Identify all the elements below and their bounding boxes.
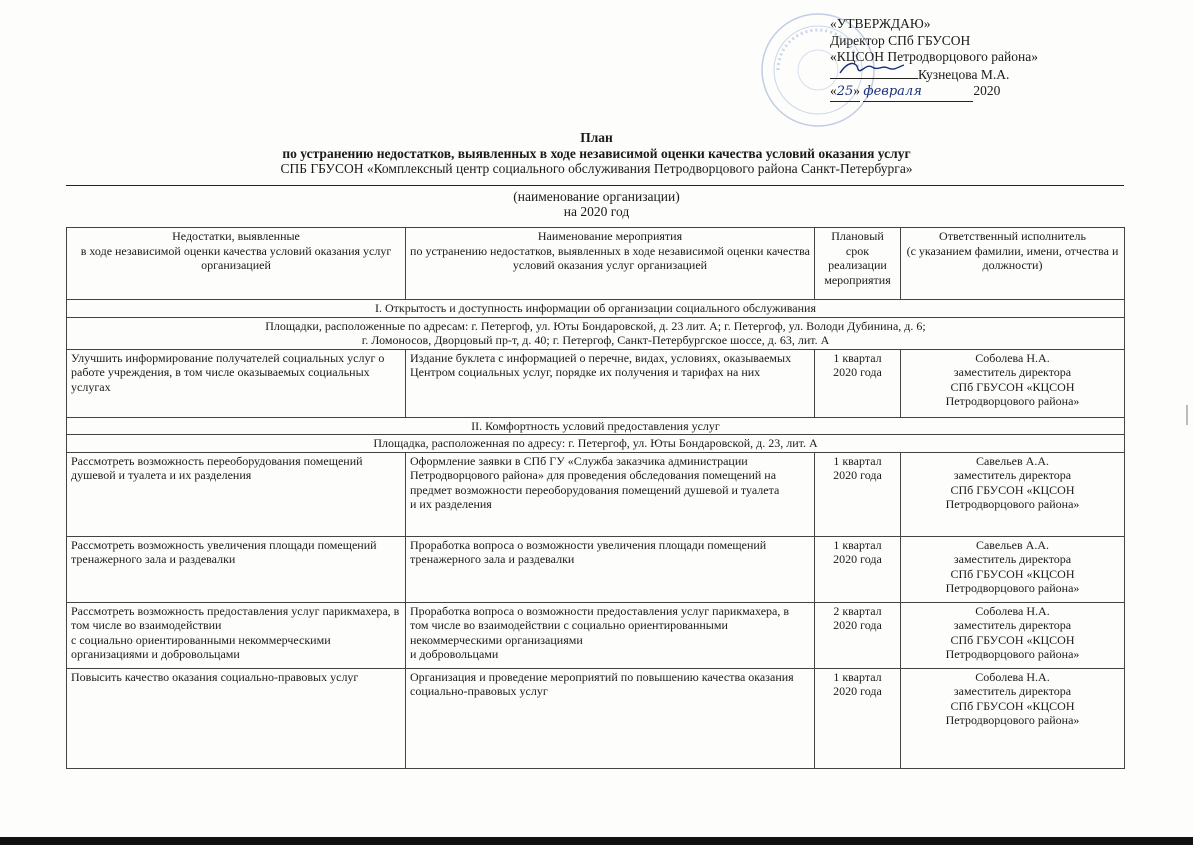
term-cell: 1 квартал 2020 года bbox=[815, 668, 901, 768]
section-2-title: II. Комфортность условий предоставления услуг bbox=[67, 417, 1125, 435]
measure-cell: Организация и проведение мероприятий по повышению качества оказания социально-правовых услуг bbox=[406, 668, 815, 768]
table-row bbox=[67, 536, 1125, 602]
organization-underline bbox=[66, 185, 1124, 186]
header-term: Плановый срок реализации мероприятия bbox=[815, 228, 901, 300]
section-1-site: Площадки, расположенные по адресам: г. Петергоф, ул. Юты Бондаровской, д. 23 лит. А; г. Петергоф, ул. Володи Дубинина, д. 6; г. Ломоносов, Дворцовый пр-т, д. 40; г. Петергоф, Санкт-Петербургское шоссе, д. 63, лит. А bbox=[67, 317, 1125, 349]
plan-table bbox=[66, 227, 1125, 769]
term-cell: 1 квартал 2020 года bbox=[815, 349, 901, 417]
deficiency-cell: Повысить качество оказания социально-правовых услуг bbox=[67, 668, 406, 768]
approval-heading: «УТВЕРЖДАЮ» bbox=[830, 16, 931, 31]
header-deficiencies: Недостатки, выявленные в ходе независимой оценки качества условий оказания услуг организацией bbox=[67, 228, 406, 300]
deficiency-cell: Улучшить информирование получателей социальных услуг о работе учреждения, в том числе оказываемых социальных услугах bbox=[67, 349, 406, 417]
responsible-cell: Соболева Н.А. заместитель директора СПб ГБУСОН «КЦСОН Петродворцового района» bbox=[901, 602, 1125, 668]
table-header-row bbox=[67, 228, 1125, 300]
document-title bbox=[0, 130, 1193, 177]
term-cell: 2 квартал 2020 года bbox=[815, 602, 901, 668]
organization-caption-block bbox=[0, 189, 1193, 219]
table-row bbox=[67, 452, 1125, 536]
table-row bbox=[67, 668, 1125, 768]
responsible-cell: Соболева Н.А. заместитель директора СПб ГБУСОН «КЦСОН Петродворцового района» bbox=[901, 349, 1125, 417]
deficiency-cell: Рассмотреть возможность увеличения площади помещений тренажерного зала и раздевалки bbox=[67, 536, 406, 602]
plan-year: на 2020 год bbox=[563, 204, 630, 219]
title-plan: План bbox=[580, 130, 613, 145]
approval-date-year: 2020 bbox=[973, 83, 1001, 98]
approval-position: Директор СПб ГБУСОН bbox=[830, 32, 971, 48]
measure-cell: Издание буклета с информацией о перечне, видах, условиях, оказываемых Центром социальных услуг, порядке их получения и тарифах на них bbox=[406, 349, 815, 417]
table-row bbox=[67, 349, 1125, 417]
deficiency-cell: Рассмотреть возможность переоборудования помещений душевой и туалета и их разделения bbox=[67, 452, 406, 536]
measure-cell: Оформление заявки в СПб ГУ «Служба заказчика администрации Петродворцового района» для проведения обследования помещений на предмет возможности переоборудования помещений душевой и туалета и их разделения bbox=[406, 452, 815, 536]
organization-caption: (наименование организации) bbox=[513, 189, 680, 204]
responsible-cell: Савельев А.А. заместитель директора СПб ГБУСОН «КЦСОН Петродворцового района» bbox=[901, 536, 1125, 602]
approval-block bbox=[830, 16, 1130, 102]
section-1-title: I. Открытость и доступность информации об организации социального обслуживания bbox=[67, 300, 1125, 318]
section-2-site-row bbox=[67, 435, 1125, 453]
title-subject: по устранению недостатков, выявленных в ходе независимой оценки качества условий оказания услуг bbox=[282, 145, 911, 161]
responsible-cell: Соболева Н.А. заместитель директора СПб ГБУСОН «КЦСОН Петродворцового района» bbox=[901, 668, 1125, 768]
section-1-title-row bbox=[67, 300, 1125, 318]
header-measures: Наименование мероприятия по устранению недостатков, выявленных в ходе независимой оценки качества условий оказания услуг организацией bbox=[406, 228, 815, 300]
approval-date bbox=[830, 83, 1130, 102]
table-row bbox=[67, 602, 1125, 668]
approval-name: Кузнецова М.А. bbox=[918, 66, 1010, 82]
signature-underline bbox=[830, 66, 918, 79]
scan-edge-mark bbox=[1186, 405, 1188, 425]
organization-name: СПБ ГБУСОН «Комплексный центр социального обслуживания Петродворцового района Санкт-Петербурга» bbox=[280, 161, 913, 176]
measure-cell: Проработка вопроса о возможности предоставления услуг парикмахера, в том числе во взаимодействии с социально ориентированными некоммерческими организациями и добровольцами bbox=[406, 602, 815, 668]
section-2-title-row bbox=[67, 417, 1125, 435]
approval-date-month: февраля bbox=[863, 84, 973, 102]
header-responsible: Ответственный исполнитель (с указанием фамилии, имени, отчества и должности) bbox=[901, 228, 1125, 300]
signature-icon bbox=[836, 59, 906, 79]
approval-org: «КЦСОН Петродворцового района» bbox=[830, 49, 1038, 64]
section-1-site-row bbox=[67, 317, 1125, 349]
responsible-cell: Савельев А.А. заместитель директора СПб ГБУСОН «КЦСОН Петродворцового района» bbox=[901, 452, 1125, 536]
approval-signature-line bbox=[830, 66, 1130, 84]
section-2-site: Площадка, расположенная по адресу: г. Петергоф, ул. Юты Бондаровской, д. 23, лит. А bbox=[67, 435, 1125, 453]
measure-cell: Проработка вопроса о возможности увеличения площади помещений тренажерного зала и раздевалки bbox=[406, 536, 815, 602]
deficiency-cell: Рассмотреть возможность предоставления услуг парикмахера, в том числе во взаимодействии с социально ориентированными некоммерческими организациями и добровольцами bbox=[67, 602, 406, 668]
term-cell: 1 квартал 2020 года bbox=[815, 452, 901, 536]
term-cell: 1 квартал 2020 года bbox=[815, 536, 901, 602]
approval-date-day: «25» bbox=[830, 83, 860, 102]
scan-bottom-border bbox=[0, 837, 1193, 845]
